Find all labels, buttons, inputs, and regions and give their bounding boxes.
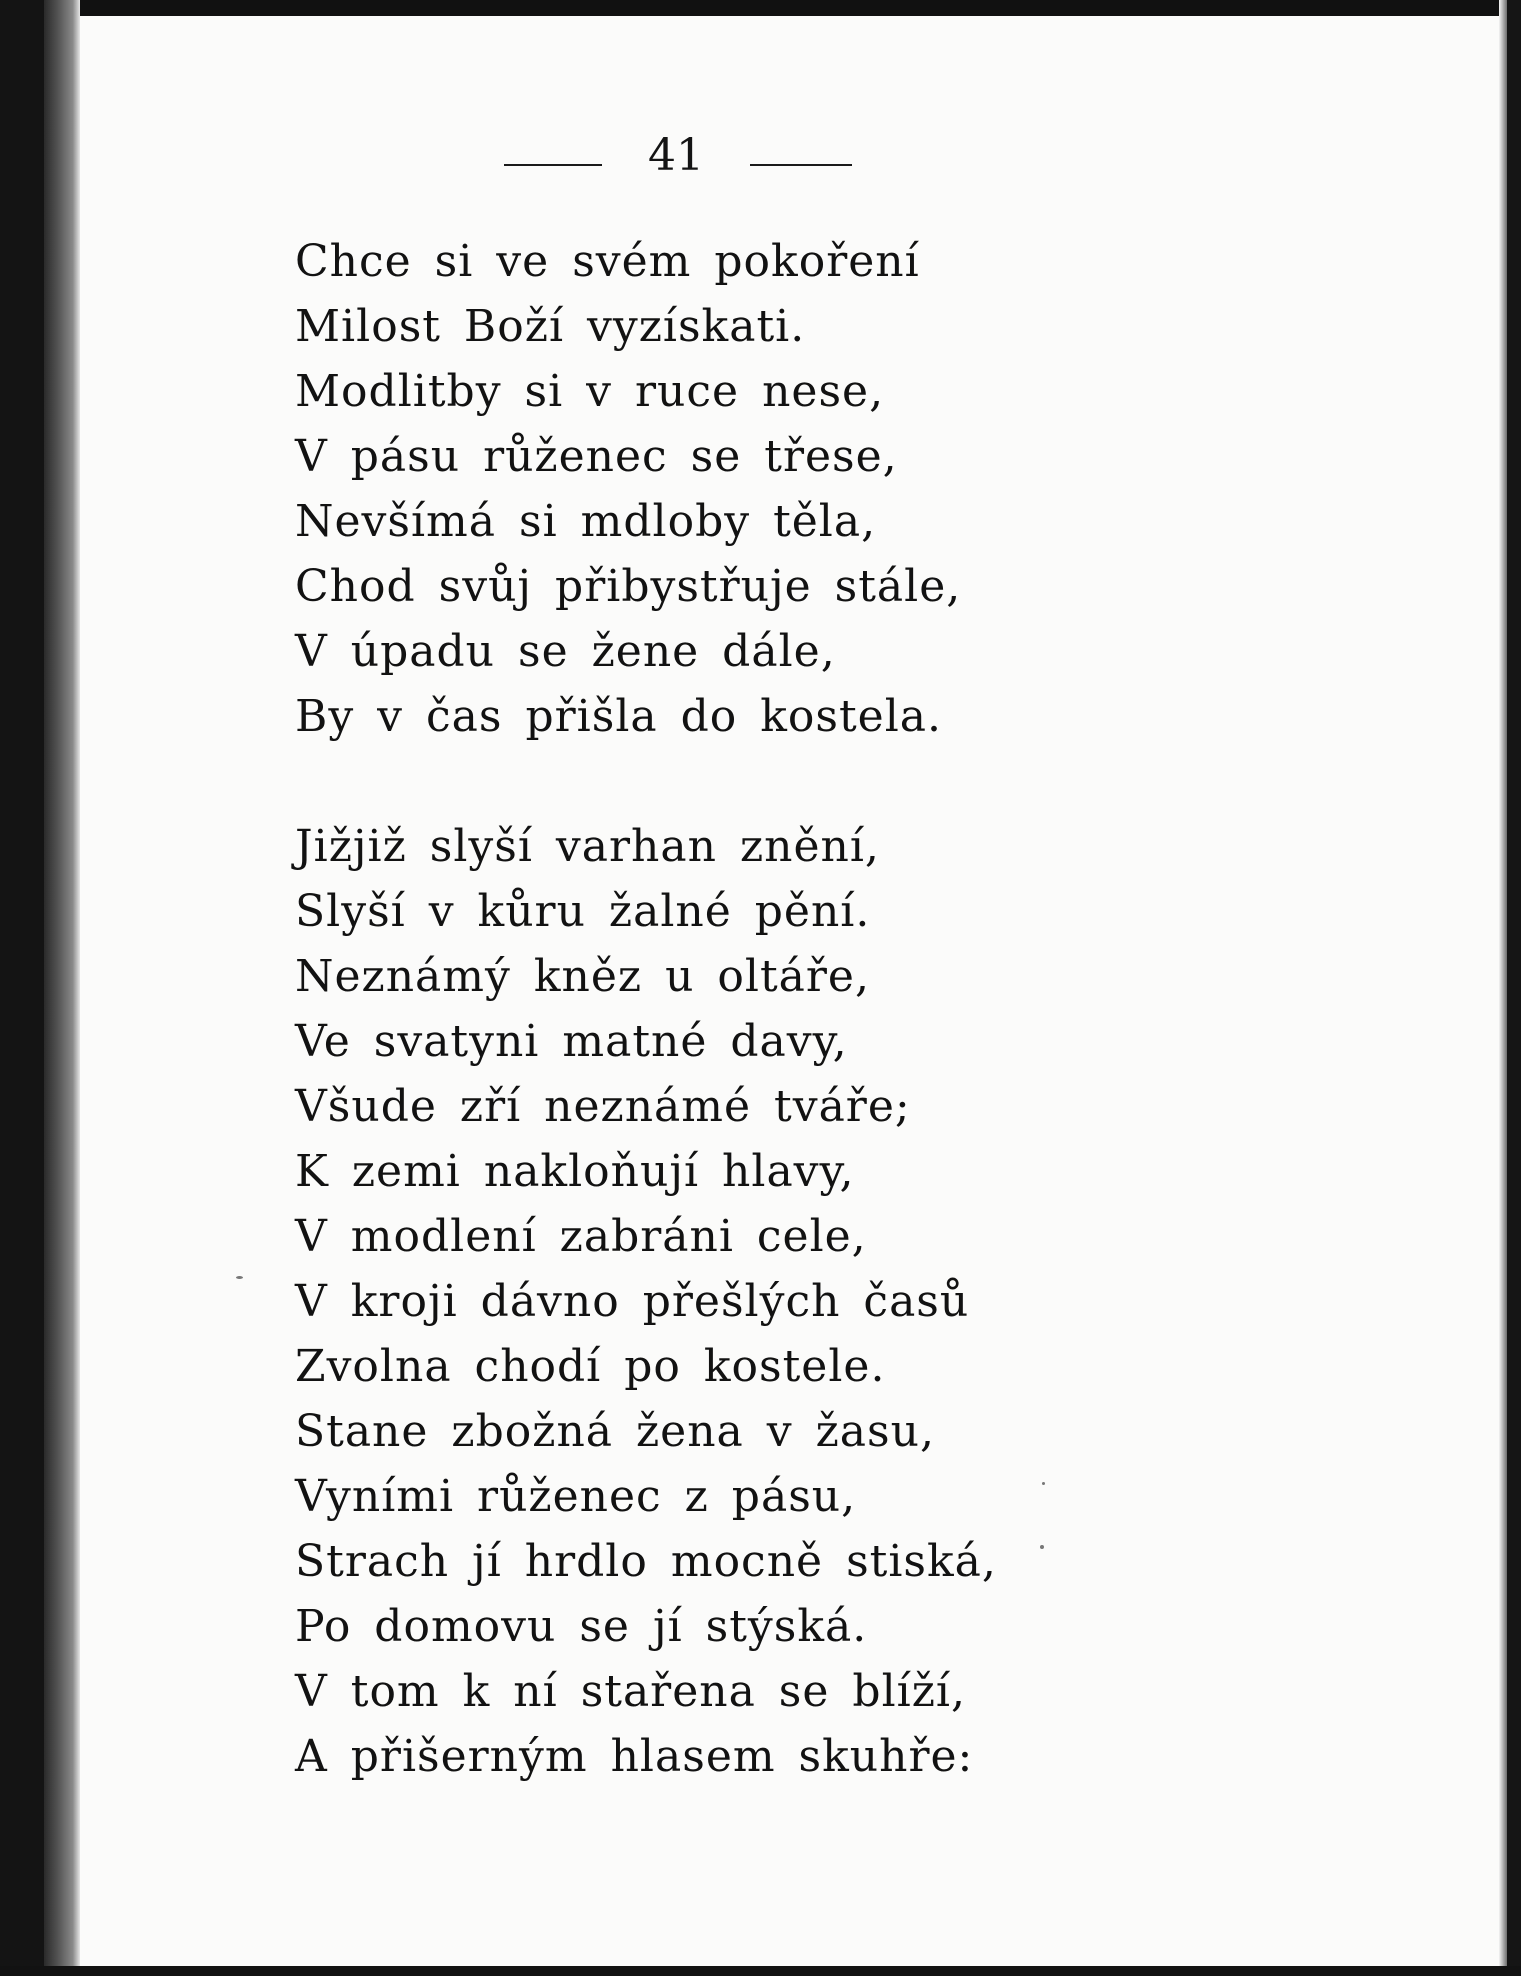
header-rule-right xyxy=(750,164,852,166)
verse-line: Neznámý kněz u oltáře, xyxy=(295,951,870,1002)
verse-line: Ve svatyni matné davy, xyxy=(295,1016,848,1067)
verse-line: Strach jí hrdlo mocně stiská, xyxy=(295,1536,997,1587)
verse-line: K zemi nakloňují hlavy, xyxy=(295,1146,855,1197)
verse-line: A přišerným hlasem skuhře: xyxy=(295,1731,974,1782)
paper-speck xyxy=(1040,1545,1044,1549)
page-number: 41 xyxy=(648,130,704,181)
paper-speck xyxy=(1042,1482,1045,1485)
scan-border-right xyxy=(1507,0,1521,1976)
verse-line: Chce si ve svém pokoření xyxy=(295,236,920,287)
verse-line: Po domovu se jí stýská. xyxy=(295,1601,868,1652)
verse-line: By v čas přišla do kostela. xyxy=(295,691,942,742)
verse-line: Modlitby si v ruce nese, xyxy=(295,366,885,417)
scan-border-bottom xyxy=(0,1966,1521,1976)
verse-line: V úpadu se žene dále, xyxy=(295,626,836,677)
verse-line: Chod svůj přibystřuje stále, xyxy=(295,561,962,612)
page-gutter-shadow xyxy=(44,0,80,1976)
verse-line: V modlení zabráni cele, xyxy=(295,1211,867,1262)
verse-line: Zvolna chodí po kostele. xyxy=(295,1341,886,1392)
verse-line: V pásu růženec se třese, xyxy=(295,431,898,482)
book-page xyxy=(80,16,1499,1966)
scan-border-top xyxy=(0,0,1521,16)
page-edge-shadow xyxy=(1499,0,1507,1976)
verse-line: Nevšímá si mdloby těla, xyxy=(295,496,877,547)
verse-line: Slyší v kůru žalné pění. xyxy=(295,886,871,937)
verse-line: Všude zří neznámé tváře; xyxy=(295,1081,911,1132)
verse-line: Vyními růženec z pásu, xyxy=(295,1471,857,1522)
verse-line: Jižjiž slyší varhan znění, xyxy=(295,821,880,872)
verse-line: V kroji dávno přešlých časů xyxy=(295,1276,970,1327)
paper-speck xyxy=(236,1276,243,1279)
header-rule-left xyxy=(504,164,602,166)
verse-line: V tom k ní stařena se blíží, xyxy=(295,1666,966,1717)
verse-line: Milost Boží vyzískati. xyxy=(295,301,806,352)
verse-line: Stane zbožná žena v žasu, xyxy=(295,1406,935,1457)
scan-border-left xyxy=(0,0,44,1976)
page-header xyxy=(80,128,1499,188)
